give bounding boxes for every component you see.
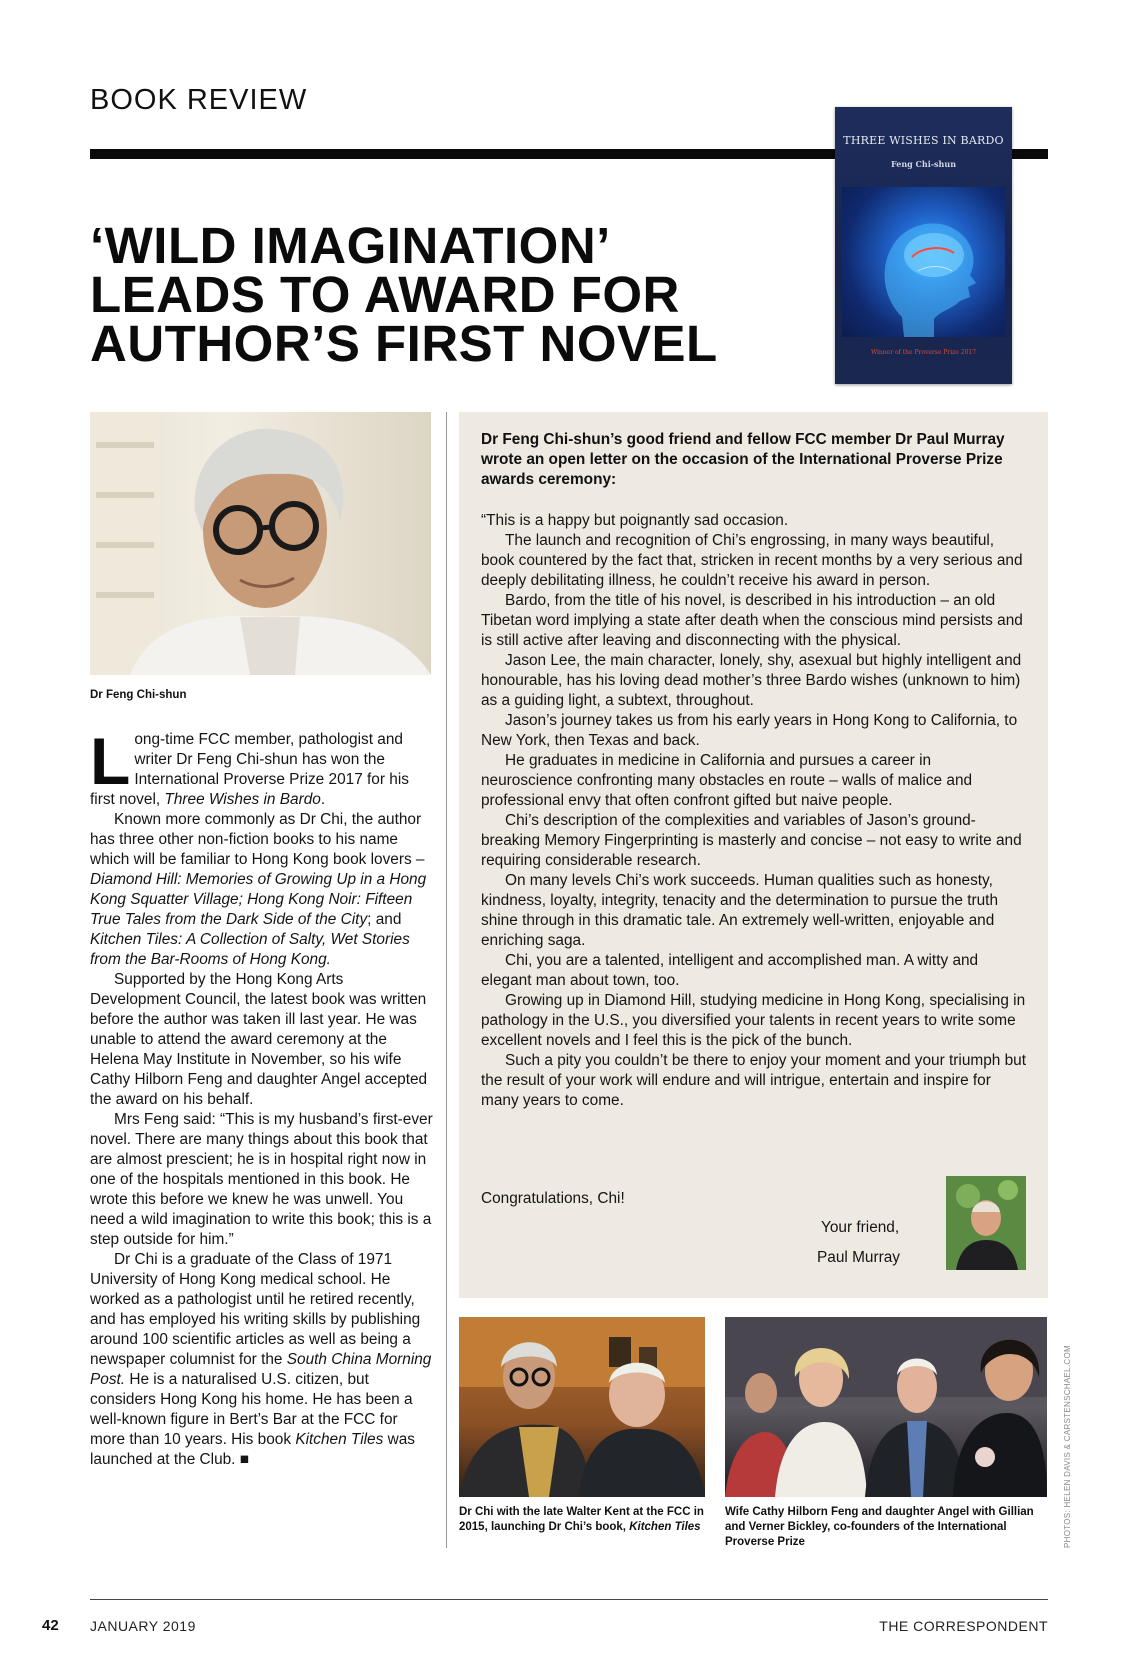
column-divider [446,412,447,1548]
book-cover-image [835,107,1012,384]
headline-line-2: LEADS TO AWARD FOR [90,266,680,323]
drop-cap: L [90,724,131,798]
letter-paragraph: The launch and recognition of Chi’s engrossing, in many ways beautiful, book countered by the fact that, stricken in recent months by a very serious and deeply debilitating illness, he couldn’t receive his award in person. [481,532,1023,589]
book-cover-footer: Winner of the Proverse Prize 2017 [870,349,977,356]
article-paragraph: Supported by the Hong Kong Arts Development Council, the latest book was written before the author was taken ill last year. He was unable to attend the award ceremony at the Helena May Institute in November, so his wife Cathy Hilborn Feng and daughter Angel accepted the award on his behalf. [90,971,428,1108]
letter-signature: Paul Murray [817,1249,900,1266]
photo2-caption: Wife Cathy Hilborn Feng and daughter Angel with Gillian and Verner Bickley, co-founders of the International Proverse Prize [725,1506,1034,1548]
headline-line-1: ‘WILD IMAGINATION’ [90,217,611,274]
page-number: 42 [42,1617,59,1634]
headline [90,217,810,372]
letter-paragraph: “This is a happy but poignantly sad occasion. [481,512,789,529]
section-label: BOOK REVIEW [90,84,308,116]
publication-name: THE CORRESPONDENT [879,1618,1048,1634]
portrait-caption: Dr Feng Chi-shun [90,689,187,701]
paul-murray-photo [946,1176,1026,1270]
photo1-caption: Dr Chi with the late Walter Kent at the FCC in 2015, launching Dr Chi’s book, Kitchen Tiles [459,1506,704,1533]
book-cover-title: THREE WISHES IN BARDO [843,134,1004,147]
article-body [90,724,435,1470]
issue-date: JANUARY 2019 [90,1618,196,1634]
article-paragraph: Mrs Feng said: “This is my husband’s first-ever novel. There are many things about this book that are almost prescient; he is in hospital right now in one of the hospitals mentioned in this book. He wrote this before we knew he was unwell. You need a wild imagination to write this book; this is a step outside for him.” [90,1111,433,1248]
letter-intro: Dr Feng Chi-shun’s good friend and fellow FCC member Dr Paul Murray wrote an open letter on the occasion of the International Proverse Prize awards ceremony: [481,431,1005,488]
letter-paragraph: Jason’s journey takes us from his early years in Hong Kong to California, to New York, then Texas and back. [481,712,1018,749]
open-letter-box [459,412,1048,1298]
letter-body [481,511,1026,1111]
letter-paragraph: Jason Lee, the main character, lonely, shy, asexual but highly intelligent and honourable, has his loving dead mother’s three Bardo wishes (unknown to him) as a guiding light, a subtext, throughout. [481,652,1022,709]
article-paragraph: ong-time FCC member, pathologist and writer Dr Feng Chi-shun has won the International Proverse Prize 2017 for his first novel, Three Wishes in Bardo. [90,731,409,808]
letter-paragraph: Bardo, from the title of his novel, is described in his introduction – an old Tibetan word implying a state after death when the conscious mind persists and is still active after leaving and disconnecting with the physical. [481,592,1023,649]
letter-paragraph: He graduates in medicine in California and pursues a career in neuroscience confronting many obstacles en route – walls of malice and professional envy that often confront gifted but naive people. [481,752,973,809]
dr-chi-walter-kent-photo [459,1317,705,1497]
footer-rule [90,1599,1048,1600]
photo-credit: PHOTOS: HELEN DAVIS & CARSTENSCHAEL.COM [1063,1344,1072,1548]
headline-line-3: AUTHOR’S FIRST NOVEL [90,315,718,372]
cathy-angel-bickley-photo [725,1317,1047,1497]
letter-paragraph: Chi’s description of the complexities and variables of Jason’s ground-breaking Memory Fingerprinting is masterly and concise – not easy to write and requiring considerable research. [481,812,1022,869]
letter-congratulations: Congratulations, Chi! [481,1190,625,1207]
letter-paragraph: Such a pity you couldn’t be there to enjoy your moment and your triumph but the result of your work will endure and will intrigue, entertain and inspire for many years to come. [481,1052,1027,1109]
letter-paragraph: Growing up in Diamond Hill, studying medicine in Hong Kong, specialising in pathology in the U.S., you diversified your talents in recent years to write some excellent novels and I feel this is the pick of the bunch. [481,992,1026,1049]
article-paragraph: Dr Chi is a graduate of the Class of 1971 University of Hong Kong medical school. He worked as a pathologist until he retired recently, and has employed his writing skills by publishing around 100 scientific articles as well as being a newspaper columnist for the South China Morning Post. He is a naturalised U.S. citizen, but considers Hong Kong his home. He has been a well-known figure in Bert’s Bar at the FCC for more than 10 years. His book Kitchen Tiles was launched at the Club. ■ [90,1251,432,1468]
letter-paragraph: Chi, you are a talented, intelligent and accomplished man. A witty and elegant man about town, too. [481,952,979,989]
book-cover-author: Feng Chi-shun [890,159,957,169]
letter-sign-off: Your friend, [821,1219,900,1236]
author-portrait-photo [90,412,431,675]
letter-paragraph: On many levels Chi’s work succeeds. Human qualities such as honesty, kindness, loyalty, integrity, tenacity and the determination to pursue the truth shine through in this dramatic tale. An extremely well-written, enjoyable and enriching saga. [481,872,999,949]
brain-illustration [842,187,1005,337]
article-paragraphs [90,724,435,1470]
article-paragraph: Known more commonly as Dr Chi, the author has three other non-fiction books to his name which will be familiar to Hong Kong book lovers – Diamond Hill: Memories of Growing Up in a Hong Kong Squatter Village; Hong Kong Noir: Fifteen True Tales from the Dark Side of the City; and Kitchen Tiles: A Collection of Salty, Wet Stories from the Bar-Rooms of Hong Kong. [90,811,427,968]
